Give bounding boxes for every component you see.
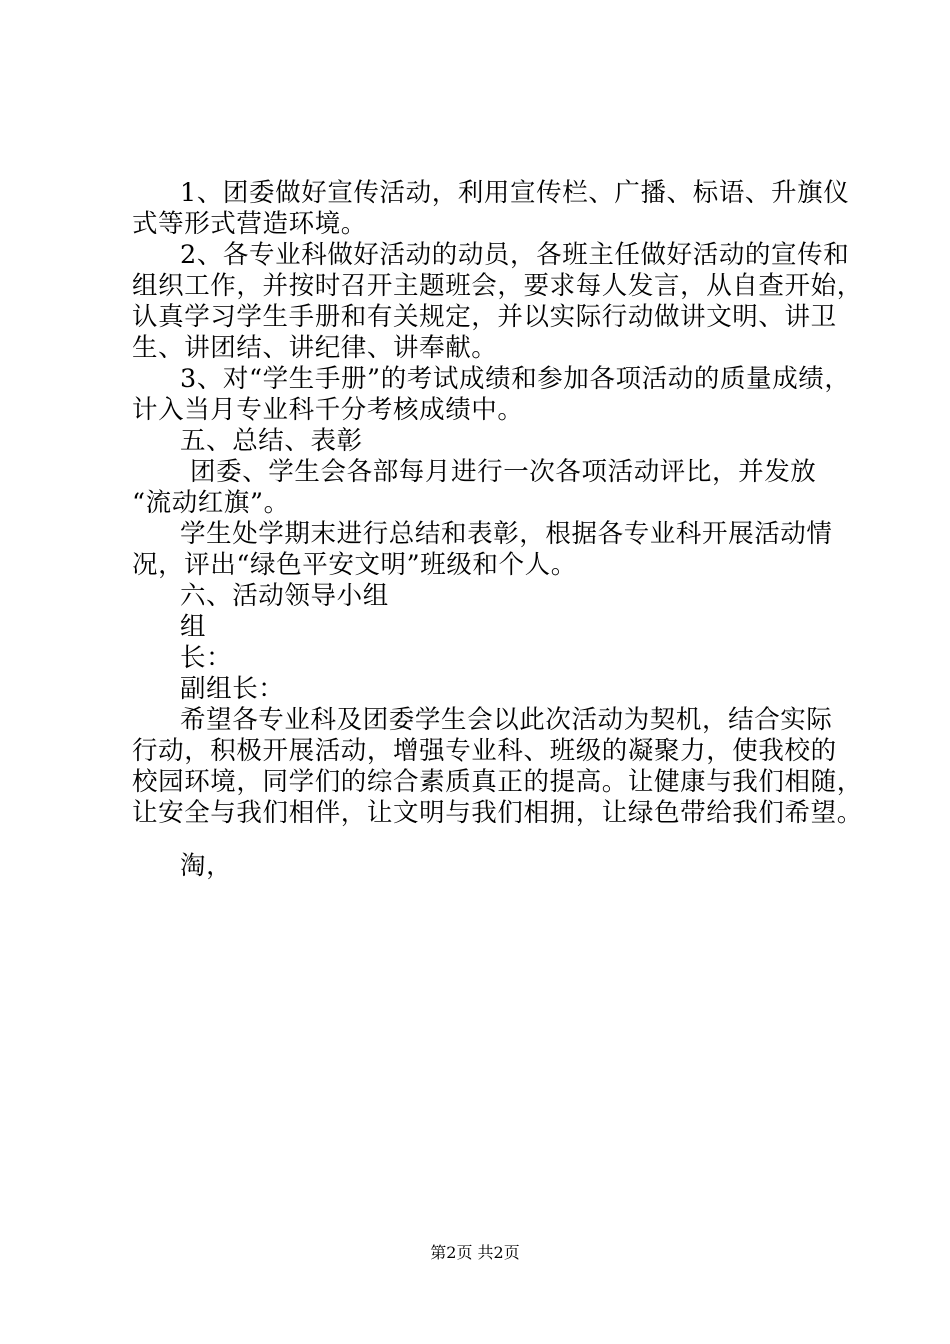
paragraph-line: 况，评出“绿色平安文明”班级和个人。 bbox=[132, 550, 577, 580]
paragraph-line: 式等形式营造环境。 bbox=[132, 209, 367, 239]
section-heading: 五、总结、表彰 bbox=[180, 426, 363, 456]
paragraph-line: 学生处学期末进行总结和表彰，根据各专业科开展活动情 bbox=[180, 519, 833, 549]
paragraph-line: 淘， bbox=[180, 851, 233, 881]
paragraph-line: 生、讲团结、讲纪律、讲奉献。 bbox=[132, 333, 498, 363]
paragraph-line: 让安全与我们相伴，让文明与我们相拥，让绿色带给我们希望。 bbox=[132, 798, 863, 828]
paragraph-line: 组织工作，并按时召开主题班会，要求每人发言，从自查开始， bbox=[132, 271, 863, 301]
paragraph-line: 认真学习学生手册和有关规定，并以实际行动做讲文明、讲卫 bbox=[132, 302, 837, 332]
paragraph-line: 3、对“学生手册”的考试成绩和参加各项活动的质量成绩， bbox=[180, 364, 851, 394]
paragraph-line: 副组长： bbox=[180, 674, 285, 704]
paragraph-line: “流动红旗”。 bbox=[132, 488, 290, 518]
paragraph-line: 计入当月专业科千分考核成绩中。 bbox=[132, 395, 524, 425]
paragraph-line: 2、各专业科做好活动的动员，各班主任做好活动的宣传和 bbox=[180, 240, 850, 270]
paragraph-line: 校园环境，同学们的综合素质真正的提高。让健康与我们相随， bbox=[132, 767, 863, 797]
paragraph-line: 团委、学生会各部每月进行一次各项活动评比，并发放 bbox=[190, 457, 817, 487]
page-number: 第2页 共2页 bbox=[430, 1243, 520, 1262]
paragraph-line: 行动，积极开展活动，增强专业科、班级的凝聚力，使我校的 bbox=[132, 736, 837, 766]
section-heading: 六、活动领导小组 bbox=[180, 581, 389, 611]
paragraph-line: 1、团委做好宣传活动，利用宣传栏、广播、标语、升旗仪 bbox=[180, 178, 850, 208]
paragraph-line: 组 bbox=[180, 612, 207, 642]
paragraph-line: 希望各专业科及团委学生会以此次活动为契机，结合实际 bbox=[180, 705, 833, 735]
paragraph-line: 长： bbox=[180, 643, 233, 673]
